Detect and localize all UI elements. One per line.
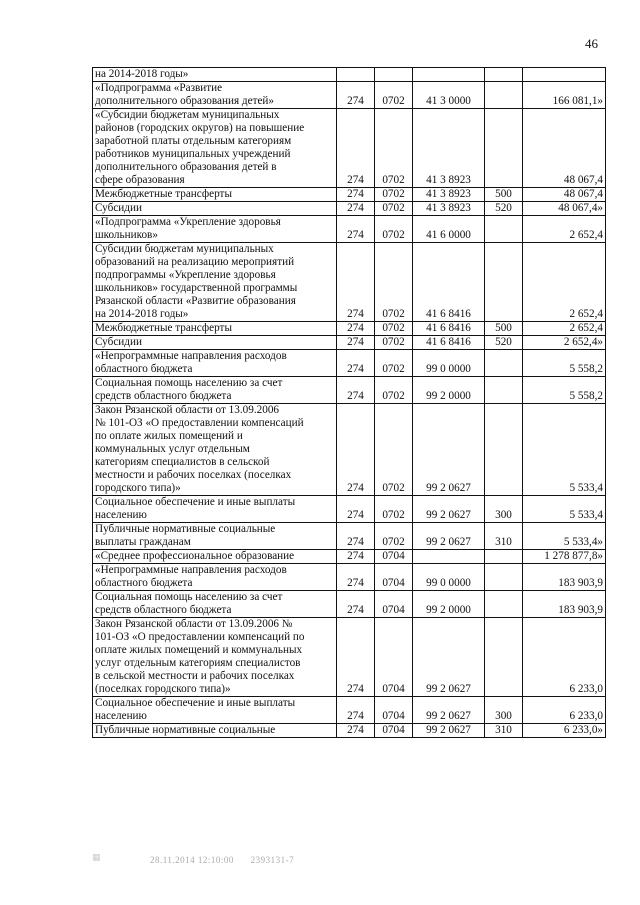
table-row <box>93 188 606 202</box>
row-cs-code: 99 2 0627 <box>413 697 485 724</box>
row-sum: 1 278 877,8» <box>523 550 606 564</box>
row-gr-code: 274 <box>337 523 375 550</box>
row-sum: 48 067,4» <box>523 202 606 216</box>
row-name: «Непрограммные направления расходов областного бюджета <box>93 350 337 377</box>
row-cs-code: 41 6 8416 <box>413 243 485 322</box>
row-gr-code: 274 <box>337 697 375 724</box>
row-rz-code <box>375 68 413 82</box>
table-row <box>93 618 606 697</box>
row-vr-code <box>485 591 523 618</box>
row-rz-code: 0702 <box>375 202 413 216</box>
row-vr-code <box>485 216 523 243</box>
row-rz-code: 0702 <box>375 496 413 523</box>
table-row <box>93 202 606 216</box>
row-cs-code: 41 6 8416 <box>413 322 485 336</box>
row-vr-code: 300 <box>485 496 523 523</box>
budget-table <box>92 67 606 738</box>
table-row <box>93 697 606 724</box>
row-name: «Подпрограмма «Укрепление здоровья школьников» <box>93 216 337 243</box>
row-rz-code: 0704 <box>375 564 413 591</box>
row-cs-code: 99 2 0627 <box>413 404 485 496</box>
row-sum: 5 533,4» <box>523 523 606 550</box>
table-row <box>93 243 606 322</box>
row-gr-code <box>337 68 375 82</box>
row-name: «Среднее профессиональное образование <box>93 550 337 564</box>
footer-doc-id: 2393131-7 <box>250 855 295 865</box>
row-cs-code: 99 2 0627 <box>413 618 485 697</box>
row-sum: 5 533,4 <box>523 496 606 523</box>
row-sum: 2 652,4» <box>523 336 606 350</box>
table-row <box>93 322 606 336</box>
row-gr-code: 274 <box>337 322 375 336</box>
row-cs-code: 41 3 8923 <box>413 188 485 202</box>
row-vr-code <box>485 109 523 188</box>
row-rz-code: 0702 <box>375 243 413 322</box>
table-row <box>93 550 606 564</box>
row-sum: 2 652,4 <box>523 216 606 243</box>
row-name: Публичные нормативные социальные выплаты гражданам <box>93 523 337 550</box>
row-vr-code <box>485 82 523 109</box>
row-gr-code: 274 <box>337 724 375 738</box>
row-name: Публичные нормативные социальные <box>93 724 337 738</box>
row-name: Субсидии бюджетам муниципальных образований на реализацию мероприятий подпрограммы «Укрепление здоровья школьников» государственной программы Рязанской области «Развитие образования на 2014-2018 годы» <box>93 243 337 322</box>
row-sum: 6 233,0 <box>523 697 606 724</box>
row-vr-code: 500 <box>485 322 523 336</box>
row-name: Социальное обеспечение и иные выплаты населению <box>93 697 337 724</box>
row-name: Субсидии <box>93 202 337 216</box>
row-cs-code: 41 6 0000 <box>413 216 485 243</box>
row-sum: 6 233,0 <box>523 618 606 697</box>
row-gr-code: 274 <box>337 336 375 350</box>
table-row <box>93 109 606 188</box>
row-vr-code <box>485 377 523 404</box>
row-sum: 183 903,9 <box>523 591 606 618</box>
row-vr-code: 300 <box>485 697 523 724</box>
row-vr-code <box>485 564 523 591</box>
row-gr-code: 274 <box>337 377 375 404</box>
row-gr-code: 274 <box>337 496 375 523</box>
row-cs-code: 99 0 0000 <box>413 564 485 591</box>
row-gr-code: 274 <box>337 109 375 188</box>
table-row <box>93 216 606 243</box>
row-gr-code: 274 <box>337 82 375 109</box>
table-row <box>93 591 606 618</box>
row-gr-code: 274 <box>337 591 375 618</box>
row-cs-code <box>413 550 485 564</box>
row-cs-code: 41 3 8923 <box>413 202 485 216</box>
row-name: Закон Рязанской области от 13.09.2006 № 101-ОЗ «О предоставлении компенсаций по оплате жилых помещений и коммунальных услуг отдельным категориям специалистов в сельской местности и рабочих поселках (поселках городского типа)» <box>93 404 337 496</box>
table-row <box>93 82 606 109</box>
row-gr-code: 274 <box>337 188 375 202</box>
row-rz-code: 0702 <box>375 336 413 350</box>
row-gr-code: 274 <box>337 404 375 496</box>
row-rz-code: 0702 <box>375 82 413 109</box>
row-name: на 2014-2018 годы» <box>93 68 337 82</box>
row-vr-code: 310 <box>485 724 523 738</box>
row-cs-code: 99 2 0000 <box>413 591 485 618</box>
table-row <box>93 350 606 377</box>
row-rz-code: 0702 <box>375 322 413 336</box>
row-rz-code: 0702 <box>375 216 413 243</box>
row-cs-code: 99 2 0627 <box>413 523 485 550</box>
row-rz-code: 0702 <box>375 188 413 202</box>
row-vr-code <box>485 243 523 322</box>
row-sum <box>523 68 606 82</box>
row-vr-code: 520 <box>485 202 523 216</box>
row-sum: 5 533,4 <box>523 404 606 496</box>
row-gr-code: 274 <box>337 618 375 697</box>
table-row <box>93 523 606 550</box>
row-name: Субсидии <box>93 336 337 350</box>
row-gr-code: 274 <box>337 564 375 591</box>
row-name: «Подпрограмма «Развитие дополнительного образования детей» <box>93 82 337 109</box>
table-row <box>93 377 606 404</box>
row-rz-code: 0704 <box>375 697 413 724</box>
row-sum: 2 652,4 <box>523 322 606 336</box>
row-vr-code: 520 <box>485 336 523 350</box>
row-cs-code: 99 2 0627 <box>413 496 485 523</box>
row-vr-code: 310 <box>485 523 523 550</box>
row-sum: 5 558,2 <box>523 377 606 404</box>
row-name: Межбюджетные трансферты <box>93 322 337 336</box>
table-row <box>93 336 606 350</box>
row-name: Закон Рязанской области от 13.09.2006 № 101-ОЗ «О предоставлении компенсаций по оплате жилых помещений и коммунальных услуг отдельным категориям специалистов в сельской местности и рабочих поселках (поселках городского типа)» <box>93 618 337 697</box>
row-sum: 166 081,1» <box>523 82 606 109</box>
row-sum: 48 067,4 <box>523 188 606 202</box>
row-cs-code: 41 6 8416 <box>413 336 485 350</box>
row-cs-code: 99 2 0627 <box>413 724 485 738</box>
scan-stamp-mark: ▦ <box>92 852 101 862</box>
footer-timestamp: 28.11.2014 12:10:00 <box>150 855 234 865</box>
row-name: Социальная помощь населению за счет средств областного бюджета <box>93 377 337 404</box>
row-cs-code: 41 3 0000 <box>413 82 485 109</box>
row-rz-code: 0704 <box>375 724 413 738</box>
row-rz-code: 0702 <box>375 404 413 496</box>
row-rz-code: 0704 <box>375 550 413 564</box>
row-name: Социальная помощь населению за счет средств областного бюджета <box>93 591 337 618</box>
row-cs-code: 99 2 0000 <box>413 377 485 404</box>
table-row <box>93 724 606 738</box>
row-rz-code: 0702 <box>375 377 413 404</box>
row-vr-code <box>485 618 523 697</box>
row-name: Социальное обеспечение и иные выплаты населению <box>93 496 337 523</box>
row-rz-code: 0702 <box>375 109 413 188</box>
table-row <box>93 404 606 496</box>
row-cs-code: 99 0 0000 <box>413 350 485 377</box>
row-vr-code <box>485 68 523 82</box>
row-cs-code: 41 3 8923 <box>413 109 485 188</box>
row-rz-code: 0702 <box>375 523 413 550</box>
row-name: Межбюджетные трансферты <box>93 188 337 202</box>
row-gr-code: 274 <box>337 550 375 564</box>
page-number: 46 <box>585 36 598 51</box>
row-rz-code: 0702 <box>375 350 413 377</box>
row-gr-code: 274 <box>337 243 375 322</box>
row-gr-code: 274 <box>337 202 375 216</box>
row-sum: 5 558,2 <box>523 350 606 377</box>
row-vr-code: 500 <box>485 188 523 202</box>
row-sum: 6 233,0» <box>523 724 606 738</box>
row-sum: 2 652,4 <box>523 243 606 322</box>
row-sum: 48 067,4 <box>523 109 606 188</box>
row-sum: 183 903,9 <box>523 564 606 591</box>
row-vr-code <box>485 550 523 564</box>
row-rz-code: 0704 <box>375 618 413 697</box>
row-cs-code <box>413 68 485 82</box>
footer <box>150 855 308 865</box>
table-row <box>93 564 606 591</box>
row-rz-code: 0704 <box>375 591 413 618</box>
row-name: «Непрограммные направления расходов областного бюджета <box>93 564 337 591</box>
budget-table-body <box>93 68 606 738</box>
row-vr-code <box>485 404 523 496</box>
row-gr-code: 274 <box>337 216 375 243</box>
row-vr-code <box>485 350 523 377</box>
row-name: «Субсидии бюджетам муниципальных районов (городских округов) на повышение заработной платы отдельным категориям работников муниципальных учреждений дополнительного образования детей в сфере образования <box>93 109 337 188</box>
table-row <box>93 496 606 523</box>
row-gr-code: 274 <box>337 350 375 377</box>
table-row <box>93 68 606 82</box>
